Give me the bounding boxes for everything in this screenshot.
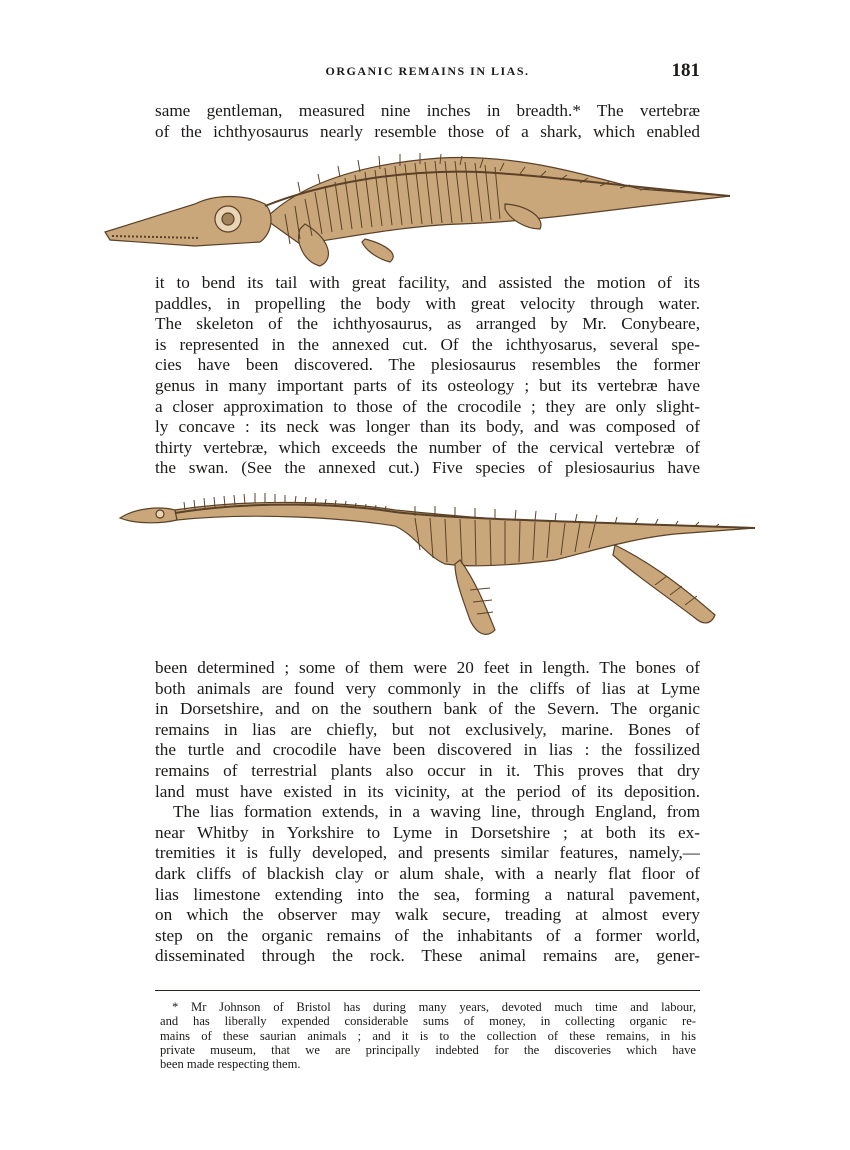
- text-line: the swan. (See the annexed cut.) Five species of plesiosaurius have: [155, 458, 700, 478]
- text-line: land must have existed in its vicinity, at the period of its deposition.: [155, 781, 700, 801]
- text-line: tremities it is fully developed, and presents similar features, namely,—: [155, 843, 700, 863]
- footnote-line: mains of these saurian animals ; and it is to the collection of these remains, in his: [160, 1028, 696, 1043]
- text-line: in Dorsetshire, and on the southern bank of the Severn. The organic: [155, 699, 700, 719]
- page-number: 181: [671, 60, 700, 81]
- plesiosaurus-skeleton-figure: [115, 480, 765, 655]
- text-line: genus in many important parts of its osteology ; but its vertebræ have: [155, 375, 700, 395]
- footnote-line: private museum, that we are principally indebted for the discoveries which have: [160, 1042, 696, 1057]
- text-line: lias limestone extending into the sea, forming a natural pavement,: [155, 884, 700, 904]
- text-line: cies have been discovered. The plesiosaurus resembles the former: [155, 355, 700, 375]
- ichthyosaurus-skeleton-figure: [100, 144, 740, 269]
- text-line: thirty vertebræ, which exceeds the number of the cervical vertebræ of: [155, 437, 700, 457]
- paragraph-main: [155, 273, 700, 479]
- text-line: same gentleman, measured nine inches in breadth.* The vertebræ: [155, 101, 700, 120]
- text-line: The skeleton of the ichthyosaurus, as arranged by Mr. Conybeare,: [155, 314, 700, 334]
- plesiosaurus-skeleton-icon: [115, 480, 765, 655]
- text-line: ly concave : its neck was longer than its body, and was composed of: [155, 417, 700, 437]
- text-line: the turtle and crocodile have been discovered in lias : the fossilized: [155, 740, 700, 760]
- footnote-line: * Mr Johnson of Bristol has during many years, devoted much time and labour,: [172, 1000, 696, 1014]
- text-line: both animals are found very commonly in the cliffs of lias at Lyme: [155, 678, 700, 698]
- text-line: remains of terrestrial plants also occur in it. This proves that dry: [155, 760, 700, 780]
- text-line: near Whitby in Yorkshire to Lyme in Dorsetshire ; at both its ex-: [155, 822, 700, 842]
- text-line: of the ichthyosaurus nearly resemble those of a shark, which enabled: [155, 121, 700, 141]
- text-line: is represented in the annexed cut. Of the ichthyosarus, several spe-: [155, 334, 700, 354]
- text-line: remains in lias are chiefly, but not exclusively, marine. Bones of: [155, 719, 700, 739]
- text-line: a closer approximation to those of the crocodile ; they are only slight-: [155, 396, 700, 416]
- footnote-line: and has liberally expended considerable sums of money, in collecting organic re-: [160, 1014, 696, 1029]
- footnote-line: been made respecting them.: [160, 1057, 301, 1072]
- text-line: on which the observer may walk secure, treading at almost every: [155, 905, 700, 925]
- running-head: ORGANIC REMAINS IN LIAS.: [325, 64, 530, 78]
- text-line: it to bend its tail with great facility, and assisted the motion of its: [155, 273, 700, 292]
- paragraph-continued: [155, 658, 700, 967]
- paragraph-continuation: [155, 101, 700, 142]
- footnote: [160, 1000, 696, 1071]
- text-line: been determined ; some of them were 20 feet in length. The bones of: [155, 658, 700, 677]
- text-line: step on the organic remains of the inhabitants of a former world,: [155, 925, 700, 945]
- text-line: The lias formation extends, in a waving line, through England, from: [173, 802, 700, 822]
- text-line: disseminated through the rock. These animal remains are, gener-: [155, 946, 700, 966]
- page-header: [155, 60, 700, 84]
- footnote-divider: [155, 990, 700, 991]
- text-line: paddles, in propelling the body with great velocity through water.: [155, 293, 700, 313]
- text-line: dark cliffs of blackish clay or alum shale, with a nearly flat floor of: [155, 863, 700, 883]
- ichthyosaurus-skeleton-icon: [100, 144, 740, 269]
